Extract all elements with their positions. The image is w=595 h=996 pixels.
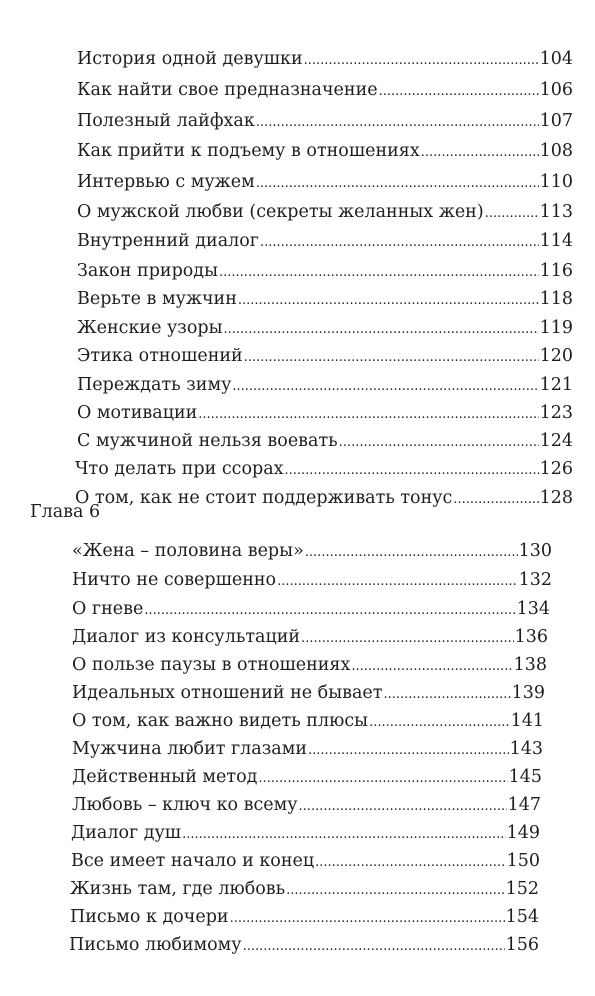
toc-leader-dots: [308, 740, 509, 762]
toc-entry: [72, 626, 548, 650]
toc-entry-page: 139: [511, 683, 545, 703]
toc-entry: [72, 794, 541, 818]
toc-entry-page: 154: [505, 907, 539, 927]
toc-leader-dots: [369, 712, 510, 734]
toc-entry: [77, 317, 573, 341]
toc-leader-dots: [301, 628, 514, 650]
toc-entry-page: 113: [539, 202, 573, 222]
toc-entry-title: О пользе паузы в отношениях: [72, 655, 351, 675]
toc-entry-page: 114: [539, 231, 573, 251]
toc-leader-dots: [285, 460, 539, 482]
toc-entry-page: 156: [505, 935, 539, 955]
toc-entry-title: Письмо к дочери: [70, 907, 229, 927]
toc-entry-title: Закон природы: [77, 261, 219, 281]
toc-leader-dots: [224, 319, 539, 341]
toc-entry-title: Мужчина любит глазами: [72, 739, 307, 759]
toc-entry-title: Действенный метод: [72, 767, 258, 787]
toc-entry: [77, 402, 573, 426]
toc-leader-dots: [351, 656, 512, 678]
toc-leader-dots: [256, 112, 539, 134]
toc-leader-dots: [144, 600, 515, 622]
toc-entry: [77, 374, 573, 398]
toc-entry: [77, 201, 573, 225]
toc-leader-dots: [256, 173, 539, 195]
toc-entry-page: 136: [514, 627, 548, 647]
toc-leader-dots: [232, 376, 538, 398]
toc-entry-title: Как найти свое предназначение: [77, 80, 378, 100]
toc-entry: [71, 822, 540, 846]
toc-entry: [70, 906, 539, 930]
toc-entry-page: 145: [508, 767, 542, 787]
toc-entry: [75, 458, 573, 482]
toc-leader-dots: [219, 262, 539, 284]
toc-leader-dots: [244, 347, 539, 369]
toc-entry-title: «Жена – половина веры»: [72, 541, 304, 561]
toc-entry: [71, 850, 540, 874]
toc-entry-title: Полезный лайфхак: [77, 111, 255, 131]
toc-entry-title: Письмо любимому: [69, 935, 242, 955]
toc-entry: [72, 738, 543, 762]
toc-leader-dots: [379, 81, 539, 103]
toc-entry: [77, 110, 573, 134]
toc-entry-page: 124: [539, 431, 573, 451]
toc-leader-dots: [421, 142, 539, 164]
toc-entry: [77, 48, 573, 72]
toc-leader-dots: [383, 684, 510, 706]
toc-leader-dots: [315, 852, 505, 874]
toc-leader-dots: [339, 432, 539, 454]
toc-entry-page: 132: [518, 570, 552, 590]
toc-entry-page: 121: [539, 375, 573, 395]
toc-entry-title: Женские узоры: [77, 318, 223, 338]
toc-leader-dots: [238, 290, 539, 312]
toc-entry: [69, 934, 539, 958]
toc-leader-dots: [260, 232, 539, 254]
toc-entry-title: История одной девушки: [77, 49, 303, 69]
toc-entry-title: Интервью с мужем: [77, 172, 255, 192]
toc-entry-page: 123: [539, 403, 573, 423]
toc-entry-title: Переждать зиму: [77, 375, 232, 395]
toc-entry: [72, 710, 544, 734]
toc-entry-title: О том, как важно видеть плюсы: [72, 711, 369, 731]
toc-leader-dots: [485, 203, 539, 225]
toc-leader-dots: [258, 768, 507, 790]
toc-entry-page: 120: [539, 346, 573, 366]
toc-entry-title: О гневе: [72, 599, 144, 619]
toc-entry-title: О мотивации: [77, 403, 198, 423]
toc-entry-title: Внутренний диалог: [77, 231, 259, 251]
toc-entry: [77, 288, 573, 312]
toc-entry: [72, 598, 550, 622]
toc-entry: [72, 540, 552, 564]
toc-entry-page: 128: [539, 488, 573, 508]
toc-entry-title: Ничто не совершенно: [72, 570, 277, 590]
toc-entry-title: О мужской любви (секреты желанных жен): [77, 202, 484, 222]
toc-entry-page: 118: [539, 289, 573, 309]
toc-entry: [72, 766, 542, 790]
toc-entry-title: Идеальных отношений не бывает: [72, 683, 383, 703]
toc-leader-dots: [453, 489, 538, 511]
toc-entry-title: О том, как не стоит поддерживать тонус: [75, 488, 453, 508]
toc-entry-page: 143: [509, 739, 543, 759]
toc-entry-page: 126: [539, 459, 573, 479]
toc-entry-page: 107: [539, 111, 573, 131]
toc-entry: [77, 140, 573, 164]
toc-entry-title: Все имеет начало и конец: [71, 851, 315, 871]
toc-entry-page: 138: [513, 655, 547, 675]
toc-entry-title: Диалог душ: [71, 823, 182, 843]
toc-entry: [70, 878, 539, 902]
toc-entry-page: 134: [516, 599, 550, 619]
toc-entry: [72, 654, 547, 678]
toc-entry: [72, 682, 545, 706]
toc-entry: [77, 79, 573, 103]
toc-entry: [77, 430, 573, 454]
toc-leader-dots: [305, 542, 518, 564]
toc-entry-title: Любовь – ключ ко всему: [72, 795, 298, 815]
toc-entry-page: 150: [506, 851, 540, 871]
toc-entry-title: С мужчиной нельзя воевать: [77, 431, 338, 451]
toc-entry: [75, 487, 573, 511]
toc-entry-title: Диалог из консультаций: [72, 627, 301, 647]
toc-entry-page: 149: [506, 823, 540, 843]
toc-entry-page: 110: [539, 172, 573, 192]
toc-leader-dots: [243, 936, 505, 958]
toc-entry-title: Верьте в мужчин: [77, 289, 237, 309]
toc-entry-page: 104: [539, 49, 573, 69]
chapter-heading: Глава 6: [30, 502, 101, 522]
toc-entry-title: Что делать при ссорах: [75, 459, 284, 479]
toc-leader-dots: [304, 50, 539, 72]
toc-entry-page: 141: [510, 711, 544, 731]
toc-leader-dots: [198, 404, 538, 426]
toc-entry-page: 152: [505, 879, 539, 899]
toc-entry-title: Как прийти к подъему в отношениях: [77, 141, 420, 161]
toc-entry-page: 130: [518, 541, 552, 561]
toc-leader-dots: [182, 824, 506, 846]
toc-leader-dots: [230, 908, 505, 930]
toc-entry: [77, 260, 573, 284]
toc-leader-dots: [299, 796, 507, 818]
toc-leader-dots: [286, 880, 504, 902]
toc-entry-title: Жизнь там, где любовь: [70, 879, 286, 899]
toc-entry: [72, 569, 552, 593]
toc-entry: [77, 345, 573, 369]
toc-leader-dots: [277, 571, 517, 593]
toc-entry-page: 108: [539, 141, 573, 161]
toc-entry-page: 116: [539, 261, 573, 281]
toc-entry-page: 147: [507, 795, 541, 815]
toc-entry-page: 106: [539, 80, 573, 100]
toc-entry: [77, 171, 573, 195]
toc-entry: [77, 230, 573, 254]
toc-entry-title: Этика отношений: [77, 346, 243, 366]
toc-entry-page: 119: [539, 318, 573, 338]
